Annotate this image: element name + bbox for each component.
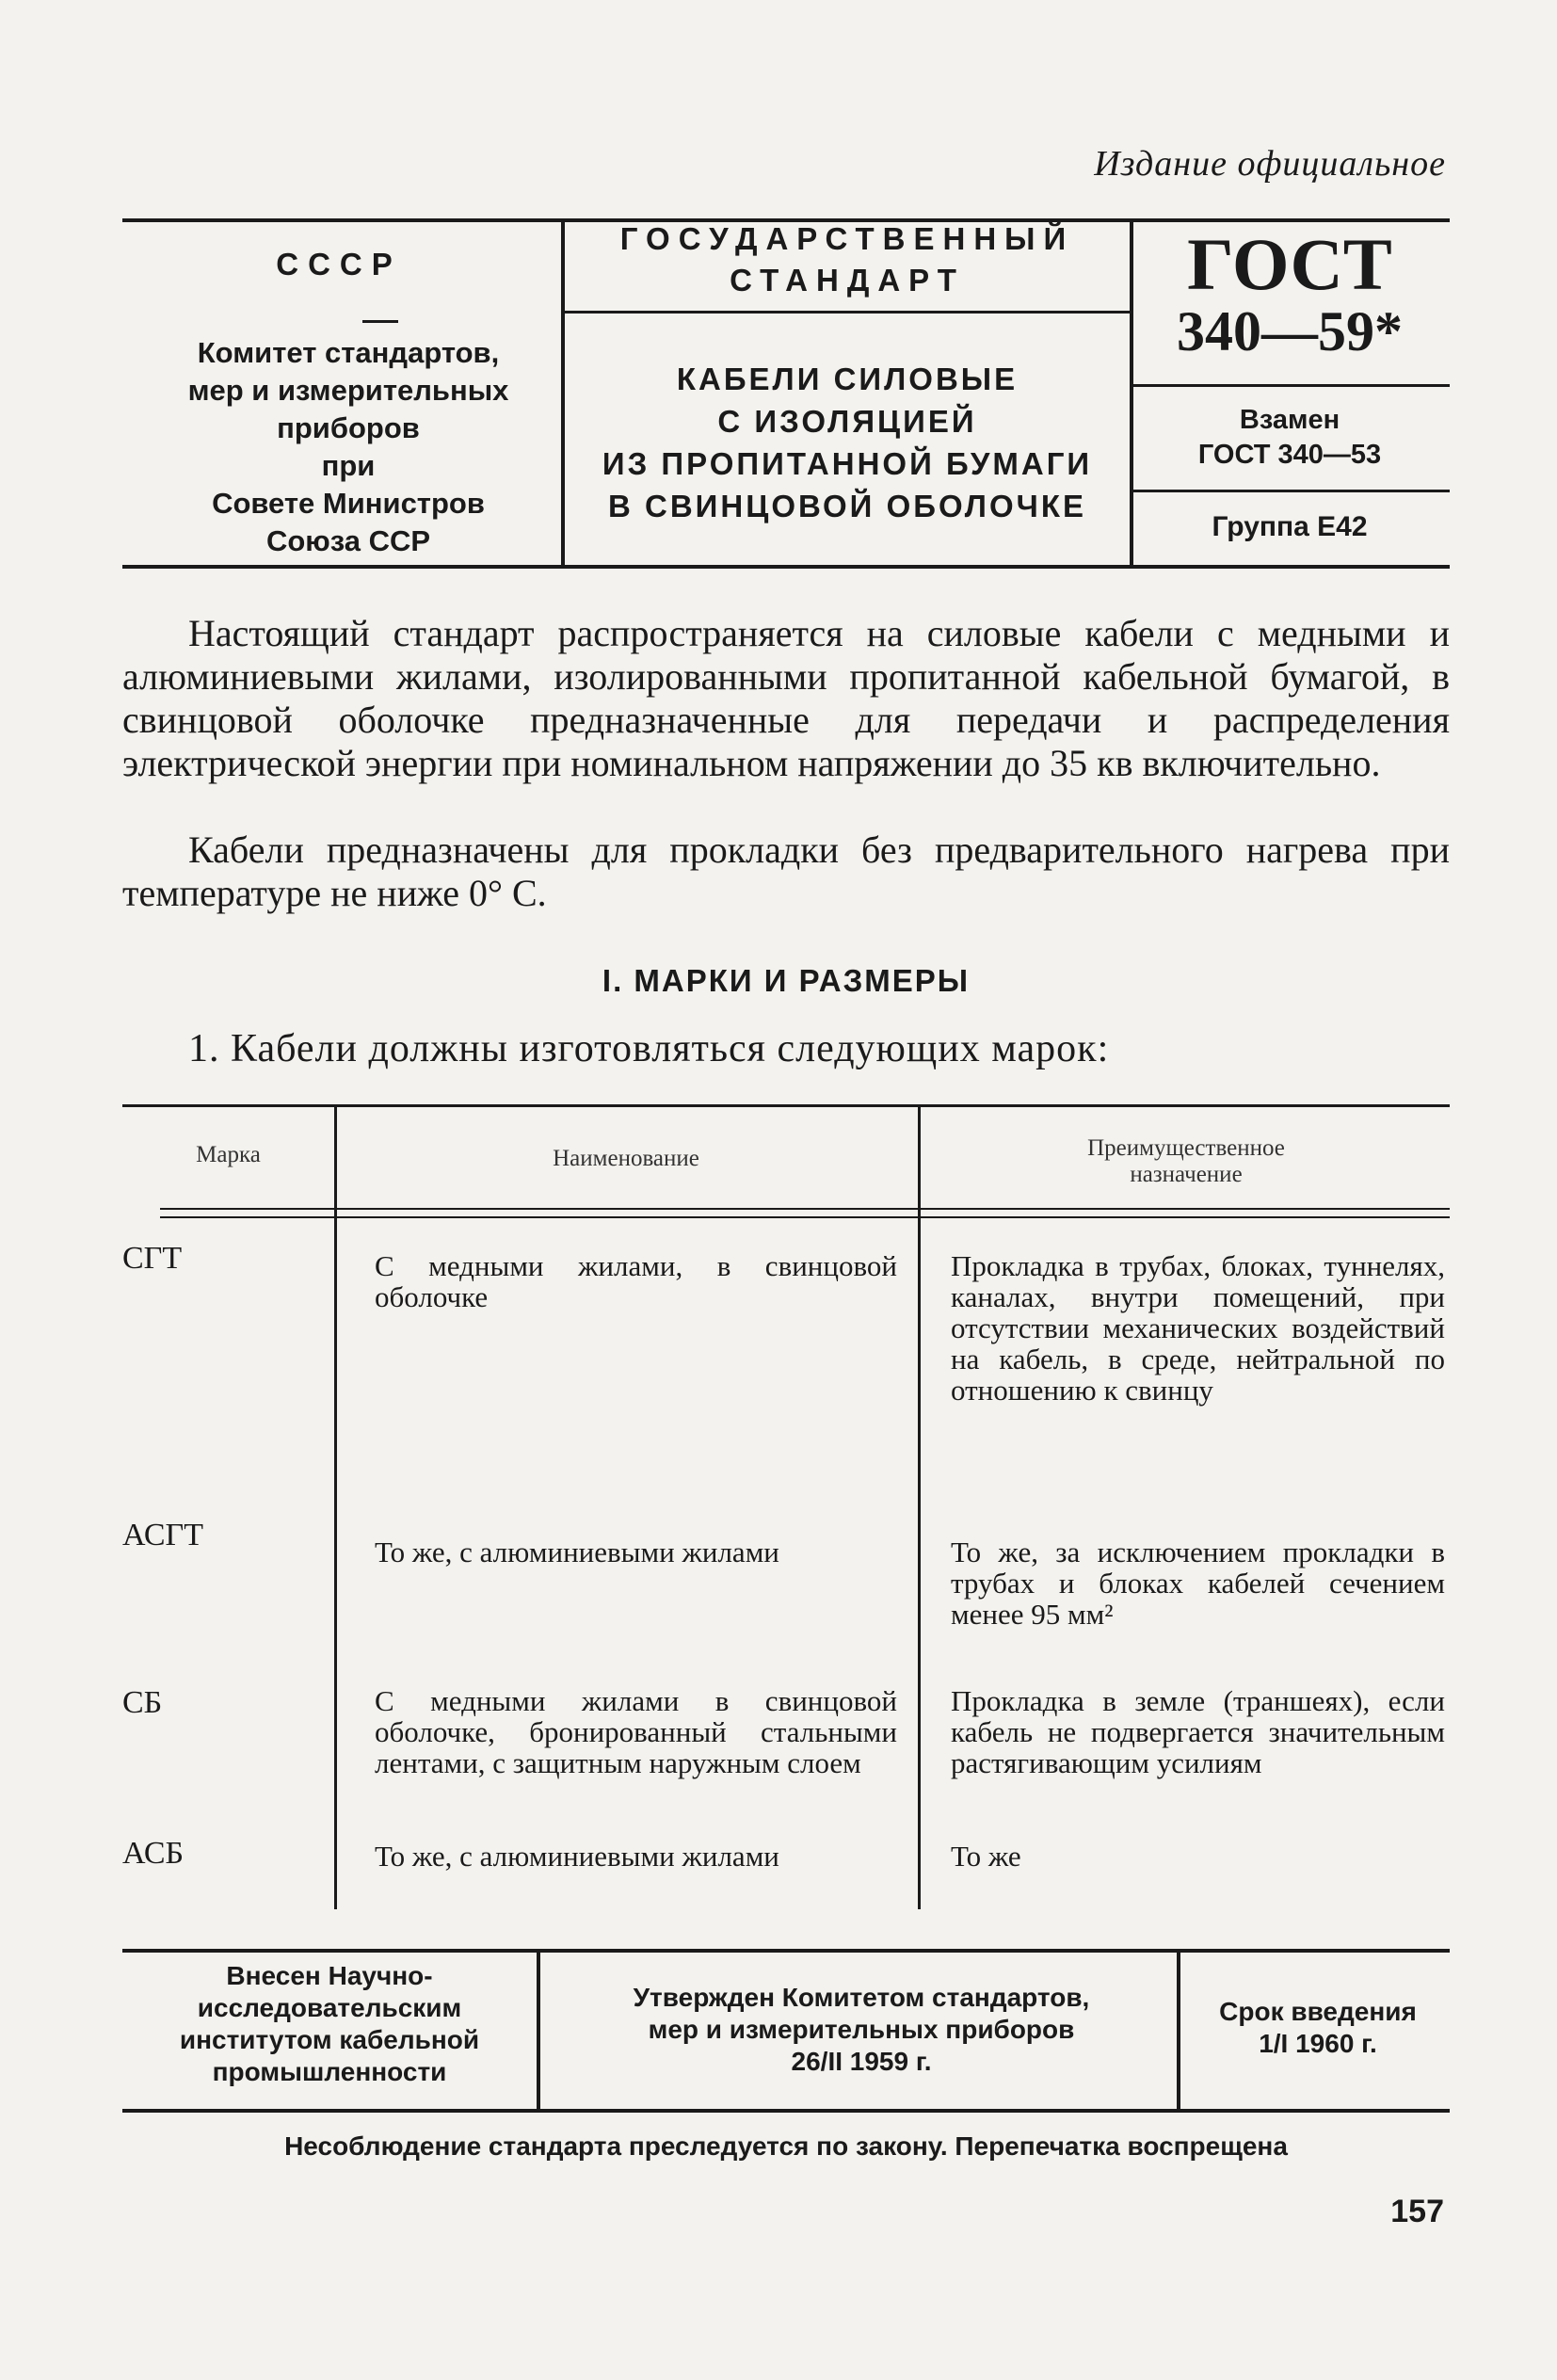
row-name: С медными жилами, в свинцовой оболочке (375, 1249, 897, 1313)
approved-by: Утвержден Комитетом стандартов, мер и измерительных приборов 26/II 1959 г. (633, 1983, 1090, 2076)
header-group-rule (1133, 490, 1450, 492)
row-mark: АСБ (122, 1836, 185, 1871)
gost-number: 340—59* (1177, 300, 1403, 362)
group-code: Группа Е42 (1212, 511, 1368, 542)
committee-name: Комитет стандартов, мер и измерительных приборов при Совете Министров Союза ССР (187, 336, 509, 557)
row-purpose: Прокладка в земле (траншеях), если кабель не подвергается значительным растягивающим усилиям (951, 1684, 1445, 1779)
copyright-notice: Несоблюдение стандарта преследуется по закону. Перепечатка воспрещена (284, 2131, 1288, 2161)
row-mark: СБ (122, 1685, 163, 1720)
table-col-divider-1 (334, 1107, 337, 1909)
footer-bottom-rule (122, 2109, 1450, 2113)
section-title: I. МАРКИ И РАЗМЕРЫ (602, 963, 971, 998)
table-col-divider-2 (918, 1107, 921, 1909)
replaces-note: Взамен ГОСТ 340—53 (1197, 405, 1382, 470)
paragraph-laying: Кабели предназначены для прокладки без предварительного нагрева при температуре не ниже 0° С. (122, 828, 1450, 914)
standard-title: КАБЕЛИ СИЛОВЫЕ С ИЗОЛЯЦИЕЙ ИЗ ПРОПИТАННОЙ БУМАГИ В СВИНЦОВОЙ ОБОЛОЧКЕ (602, 362, 1093, 523)
effective-date: Срок введения 1/I 1960 г. (1219, 1997, 1417, 2058)
footer-divider-right (1177, 1953, 1180, 2109)
column-header-mark: Марка (196, 1142, 261, 1167)
introduced-by: Внесен Научно- исследовательским институтом кабельной промышленности (179, 1961, 480, 2086)
ussr-dash (362, 320, 398, 323)
ussr-label: СССР (276, 247, 402, 281)
edition-note: Издание официальное (1094, 144, 1446, 184)
gost-label: ГОСТ (1187, 223, 1392, 305)
paragraph-scope: Настоящий стандарт распространяется на силовые кабели с медными и алюминиевыми жилами, изолированными пропитанной кабельной бумагой, в свинцовой оболочке предназначенные для передачи и распределения электрической энергии при номинальном напряжении до 35 кв включительно. (122, 612, 1450, 784)
row-purpose: Прокладка в трубах, блоках, туннелях, каналах, внутри помещений, при отсутствии механических воздействий на кабель, в среде, нейтральной по отношению к свинцу (951, 1249, 1445, 1407)
row-mark: СГТ (122, 1241, 183, 1276)
row-name: С медными жилами в свинцовой оболочке, бронированный стальными лентами, с защитным наружным слоем (375, 1684, 897, 1779)
row-mark: АСГТ (122, 1518, 203, 1552)
footer-divider-left (537, 1953, 540, 2109)
footer-top-rule (122, 1949, 1450, 1953)
clause-intro: 1. Кабели должны изготовляться следующих марок: (188, 1027, 1110, 1070)
row-purpose: То же (951, 1840, 1021, 1873)
table-header-rule-2 (160, 1216, 1450, 1218)
page-number: 157 (1390, 2194, 1444, 2229)
row-name: То же, с алюминиевыми жилами (375, 1840, 779, 1873)
table-header-rule-1 (160, 1208, 1450, 1210)
column-header-name: Наименование (553, 1146, 699, 1171)
header-bottom-rule (122, 565, 1450, 569)
row-name: То же, с алюминиевыми жилами (375, 1536, 779, 1568)
header-mid-rule (565, 311, 1130, 314)
row-purpose: То же, за исключением прокладки в трубах и блоках кабелей сечением менее 95 мм² (951, 1536, 1445, 1631)
column-header-purpose: Преимущественное назначение (1087, 1135, 1285, 1187)
table-top-rule (122, 1104, 1450, 1107)
header-gost-rule (1133, 384, 1450, 387)
state-standard-label: ГОСУДАРСТВЕННЫЙ СТАНДАРТ (619, 221, 1075, 298)
